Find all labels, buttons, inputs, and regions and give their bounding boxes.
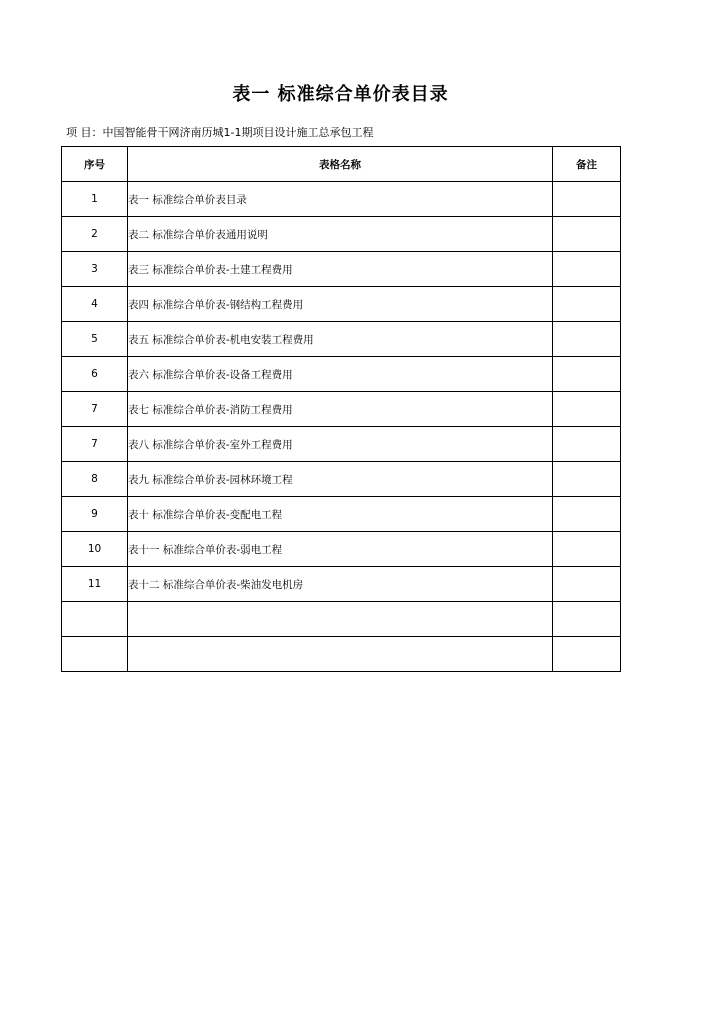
- table-row: [62, 217, 621, 252]
- table-row: [62, 497, 621, 532]
- table-row-empty: [62, 637, 621, 672]
- row-no: [62, 602, 128, 637]
- row-no: 7: [62, 427, 128, 462]
- row-no: 3: [62, 252, 128, 287]
- row-name: 表二 标准综合单价表通用说明: [128, 217, 553, 252]
- table-row: [62, 182, 621, 217]
- header-name: 表格名称: [128, 147, 553, 182]
- row-no: 4: [62, 287, 128, 322]
- row-note: [553, 532, 621, 567]
- row-name: 表五 标准综合单价表-机电安装工程费用: [128, 322, 553, 357]
- row-no: 6: [62, 357, 128, 392]
- header-no: 序号: [62, 147, 128, 182]
- row-name: 表三 标准综合单价表-土建工程费用: [128, 252, 553, 287]
- row-no: 7: [62, 392, 128, 427]
- table-row: [62, 462, 621, 497]
- project-name: 中国智能骨干网济南历城1-1期项目设计施工总承包工程: [102, 126, 374, 139]
- table-row: [62, 287, 621, 322]
- row-note: [553, 182, 621, 217]
- row-name: 表八 标准综合单价表-室外工程费用: [128, 427, 553, 462]
- row-note: [553, 427, 621, 462]
- row-note: [553, 357, 621, 392]
- row-no: [62, 637, 128, 672]
- table-row: [62, 357, 621, 392]
- row-name: 表七 标准综合单价表-消防工程费用: [128, 392, 553, 427]
- table-row: [62, 427, 621, 462]
- row-no: 1: [62, 182, 128, 217]
- table-row: [62, 392, 621, 427]
- row-name: 表四 标准综合单价表-钢结构工程费用: [128, 287, 553, 322]
- row-note: [553, 322, 621, 357]
- header-row: [62, 147, 621, 182]
- row-name: 表十一 标准综合单价表-弱电工程: [128, 532, 553, 567]
- row-name: 表十二 标准综合单价表-柴油发电机房: [128, 567, 553, 602]
- row-note: [553, 392, 621, 427]
- row-name: 表六 标准综合单价表-设备工程费用: [128, 357, 553, 392]
- row-note: [553, 637, 621, 672]
- row-no: 9: [62, 497, 128, 532]
- row-note: [553, 217, 621, 252]
- row-name: 表一 标准综合单价表目录: [128, 182, 553, 217]
- table-row: [62, 567, 621, 602]
- row-note: [553, 602, 621, 637]
- project-line: [66, 124, 373, 140]
- page-title: 表一 标准综合单价表目录: [232, 84, 449, 105]
- row-name: 表十 标准综合单价表-变配电工程: [128, 497, 553, 532]
- row-name: [128, 602, 553, 637]
- row-note: [553, 287, 621, 322]
- table-row: [62, 322, 621, 357]
- row-note: [553, 567, 621, 602]
- row-no: 2: [62, 217, 128, 252]
- header-note: 备注: [553, 147, 621, 182]
- catalog-table: [61, 146, 621, 672]
- row-note: [553, 497, 621, 532]
- row-no: 8: [62, 462, 128, 497]
- row-no: 5: [62, 322, 128, 357]
- table-row: [62, 532, 621, 567]
- row-note: [553, 252, 621, 287]
- table-row: [62, 252, 621, 287]
- row-no: 10: [62, 532, 128, 567]
- row-no: 11: [62, 567, 128, 602]
- row-note: [553, 462, 621, 497]
- table-row-empty: [62, 602, 621, 637]
- project-label: 项 目：: [66, 126, 103, 139]
- row-name: 表九 标准综合单价表-园林环境工程: [128, 462, 553, 497]
- row-name: [128, 637, 553, 672]
